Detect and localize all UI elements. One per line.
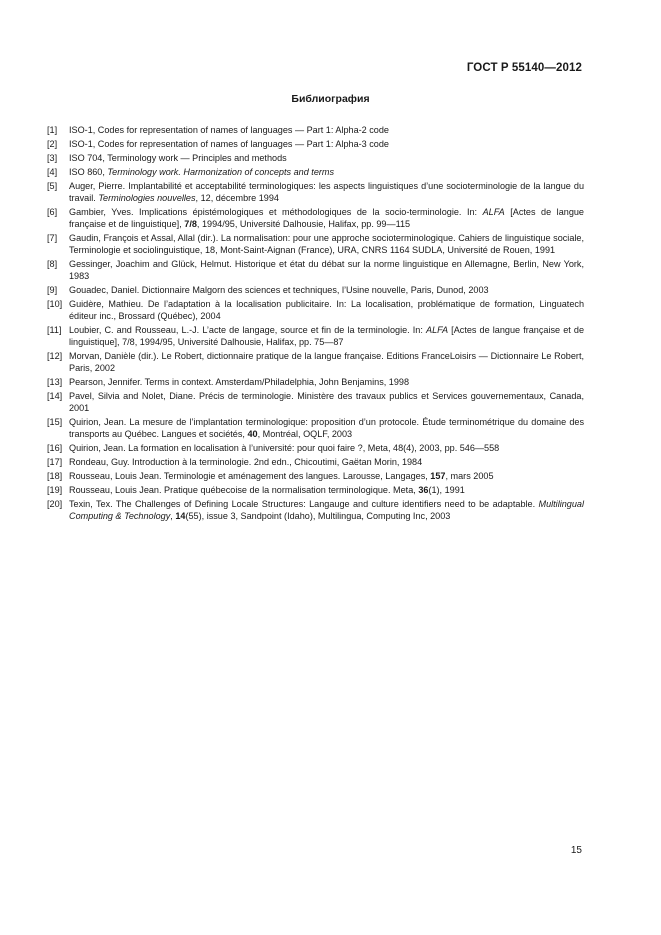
bibliography-entry bbox=[47, 456, 584, 468]
entry-text bbox=[69, 298, 584, 322]
entry-text bbox=[69, 470, 584, 482]
entry-text bbox=[69, 456, 584, 468]
entry-text-part: Quirion, Jean. La formation en localisation à l’université: pour quoi faire ?, Meta, 48(4), 2003, pp. 546—558 bbox=[69, 443, 500, 454]
bibliography-entry bbox=[47, 124, 584, 136]
entry-text-part: , bbox=[170, 510, 176, 521]
bibliography-title: Библиография bbox=[291, 93, 370, 105]
entry-text bbox=[69, 350, 584, 374]
entry-number: [9] bbox=[47, 284, 58, 295]
bibliography-entry bbox=[47, 138, 584, 150]
bibliography-entry bbox=[47, 376, 584, 388]
entry-number: [3] bbox=[47, 152, 58, 163]
entry-text-part: , 1994/95, Université Dalhousie, Halifax, pp. 99—115 bbox=[196, 218, 411, 229]
entry-text-part: ISO-1, Codes for representation of names of languages — Part 1: Alpha-2 code bbox=[69, 125, 389, 135]
entry-text bbox=[69, 258, 584, 282]
entry-text bbox=[69, 498, 584, 522]
bibliography-entry bbox=[47, 180, 584, 204]
bibliography-entry bbox=[47, 206, 584, 230]
entry-text-part: Auger, Pierre. Implantabilité et acceptabilité terminologiques: les aspects linguistiques d’une socioterminologie de la langue du travail. bbox=[69, 180, 584, 203]
entry-text bbox=[69, 152, 584, 164]
bibliography-entry bbox=[47, 442, 584, 454]
entry-text-part: ISO-1, Codes for representation of names of languages — Part 1: Alpha-3 code bbox=[69, 138, 389, 149]
entry-number: [1] bbox=[47, 125, 58, 135]
bibliography-entry bbox=[47, 152, 584, 164]
entry-number: [20] bbox=[47, 498, 63, 509]
entry-text-part: ISO 704, Terminology work — Principles and methods bbox=[69, 152, 287, 163]
entry-text-part: (55), issue 3, Sandpoint (Idaho), Multilingua, Computing Inc, 2003 bbox=[185, 510, 451, 521]
entry-text bbox=[69, 442, 584, 454]
entry-text-part: , Montréal, OQLF, 2003 bbox=[257, 429, 353, 440]
bibliography-entry bbox=[47, 416, 584, 440]
entry-number: [11] bbox=[47, 324, 62, 335]
entry-text bbox=[69, 138, 584, 150]
italic-text: ALFA bbox=[426, 324, 449, 335]
entry-text bbox=[69, 180, 584, 204]
entry-text-part: [Actes de langue française et de linguistique], bbox=[69, 206, 584, 229]
entry-text-part: Gambier, Yves. Implications épistémologiques et méthodologiques de la socio-terminologie. In: bbox=[69, 206, 483, 217]
entry-number: [13] bbox=[47, 377, 63, 388]
entry-number: [7] bbox=[47, 232, 58, 243]
bold-text: 40 bbox=[247, 429, 258, 440]
entry-text-part: , 12, décembre 1994 bbox=[195, 192, 279, 203]
entry-text bbox=[69, 390, 584, 414]
entry-text-part: Quirion, Jean. La mesure de l’implantation terminologique: proposition d’un protocole. Étude terminométrique du domaine des transports au Québec. Langues et sociétés, bbox=[69, 417, 584, 440]
entry-text-part: ISO 860, bbox=[69, 166, 108, 177]
entry-number: [14] bbox=[47, 391, 63, 401]
entry-text-part: Texin, Tex. The Challenges of Defining Locale Structures: Langauge and culture identifiers need to be adaptable. bbox=[69, 498, 539, 509]
bibliography-entry bbox=[47, 484, 584, 496]
bibliography-entry bbox=[47, 284, 584, 296]
entry-number: [12] bbox=[47, 351, 63, 362]
entry-text bbox=[69, 284, 584, 296]
entry-number: [4] bbox=[47, 166, 58, 177]
italic-text: Terminology work. Harmonization of concepts and terms bbox=[107, 166, 335, 177]
entry-number: [8] bbox=[47, 258, 58, 269]
bibliography-entry bbox=[47, 390, 584, 414]
entry-text-part: Rousseau, Louis Jean. Terminologie et aménagement des langues. Larousse, Langages, bbox=[69, 470, 431, 481]
entry-text-part: [Actes de langue française et de linguistique], 7/8, 1994/95, Université Dalhousie, Halifax, pp. 75—87 bbox=[69, 324, 585, 348]
bibliography-entry bbox=[47, 498, 584, 522]
bibliography-entry bbox=[47, 166, 584, 178]
entry-text-part: Pearson, Jennifer. Terms in context. Amsterdam/Philadelphia, John Benjamins, 1998 bbox=[69, 377, 410, 388]
entry-number: [15] bbox=[47, 417, 63, 428]
entry-text-part: , mars 2005 bbox=[445, 470, 494, 481]
entry-number: [16] bbox=[47, 443, 63, 454]
bold-text: 7/8 bbox=[184, 218, 197, 229]
entry-number: [2] bbox=[47, 138, 58, 149]
entry-number: [6] bbox=[47, 206, 58, 217]
bibliography-entry bbox=[47, 298, 584, 322]
entry-text bbox=[69, 324, 584, 348]
bibliography-entry bbox=[47, 350, 584, 374]
bold-text: 14 bbox=[175, 510, 186, 521]
entry-text-part: Loubier, C. and Rousseau, L.-J. L’acte de langage, source et fin de la terminologie. In: bbox=[69, 324, 426, 335]
entry-text bbox=[69, 376, 584, 388]
entry-text-part: (1), 1991 bbox=[428, 484, 465, 495]
entry-number: [5] bbox=[47, 180, 58, 191]
standard-code-header: ГОСТ Р 55140—2012 bbox=[466, 62, 582, 74]
entry-text bbox=[69, 232, 584, 256]
page-number: 15 bbox=[570, 845, 582, 856]
entry-text-part: Rondeau, Guy. Introduction à la terminologie. 2nd edn., Chicoutimi, Gaëtan Morin, 1984 bbox=[69, 457, 423, 468]
entry-text-part: Pavel, Silvia and Nolet, Diane. Précis de terminologie. Ministère des travaux publics et Services gouvernementaux, Canada, 2001 bbox=[69, 391, 584, 414]
entry-text bbox=[69, 484, 584, 496]
entry-number: [19] bbox=[47, 484, 63, 495]
entry-text bbox=[69, 124, 584, 136]
entry-text-part: Rousseau, Louis Jean. Pratique québecoise de la normalisation terminologique. Meta, bbox=[69, 484, 419, 495]
entry-text-part: Guidère, Mathieu. De l’adaptation à la localisation publicitaire. In: La localisation, problématique de formation, Linguatech éditeur inc., Brossard (Québec), 2004 bbox=[69, 298, 584, 322]
entry-number: [18] bbox=[47, 470, 63, 481]
entry-text bbox=[69, 166, 584, 178]
bibliography-entry bbox=[47, 258, 584, 282]
bibliography-entry bbox=[47, 324, 584, 348]
bibliography-entry bbox=[47, 232, 584, 256]
entry-number: [17] bbox=[47, 457, 63, 468]
bold-text: 157 bbox=[430, 470, 446, 481]
italic-text: Multilingual Computing & Technology bbox=[69, 498, 584, 521]
italic-text: ALFA bbox=[482, 206, 505, 217]
entry-text bbox=[69, 206, 584, 230]
italic-text: Terminologies nouvelles bbox=[98, 192, 196, 203]
bold-text: 36 bbox=[418, 484, 429, 495]
bibliography-list bbox=[47, 124, 584, 524]
entry-text-part: Gaudin, François et Assal, Allal (dir.). La normalisation: pour une approche socioterminologique. Cahiers de linguistique sociale, Terminologie et sociolinguistique, 18, Mont-Saint-Aignan (France), URA, CNRS 1164 SUDLA, Université de Rouen, 1991 bbox=[69, 232, 584, 255]
entry-text-part: Morvan, Danièle (dir.). Le Robert, dictionnaire pratique de la langue française. Editions FranceLoisirs — Dictionnaire Le Robert, Paris, 2002 bbox=[69, 351, 584, 374]
bibliography-entry bbox=[47, 470, 584, 482]
entry-text-part: Gessinger, Joachim and Glück, Helmut. Historique et état du débat sur la norme linguistique en Allemagne, Berlin, New York, 1983 bbox=[69, 258, 584, 282]
entry-number: [10] bbox=[47, 298, 63, 309]
entry-text-part: Gouadec, Daniel. Dictionnaire Malgorn des sciences et techniques, l’Usine nouvelle, Paris, Dunod, 2003 bbox=[69, 284, 489, 295]
entry-text bbox=[69, 416, 584, 440]
